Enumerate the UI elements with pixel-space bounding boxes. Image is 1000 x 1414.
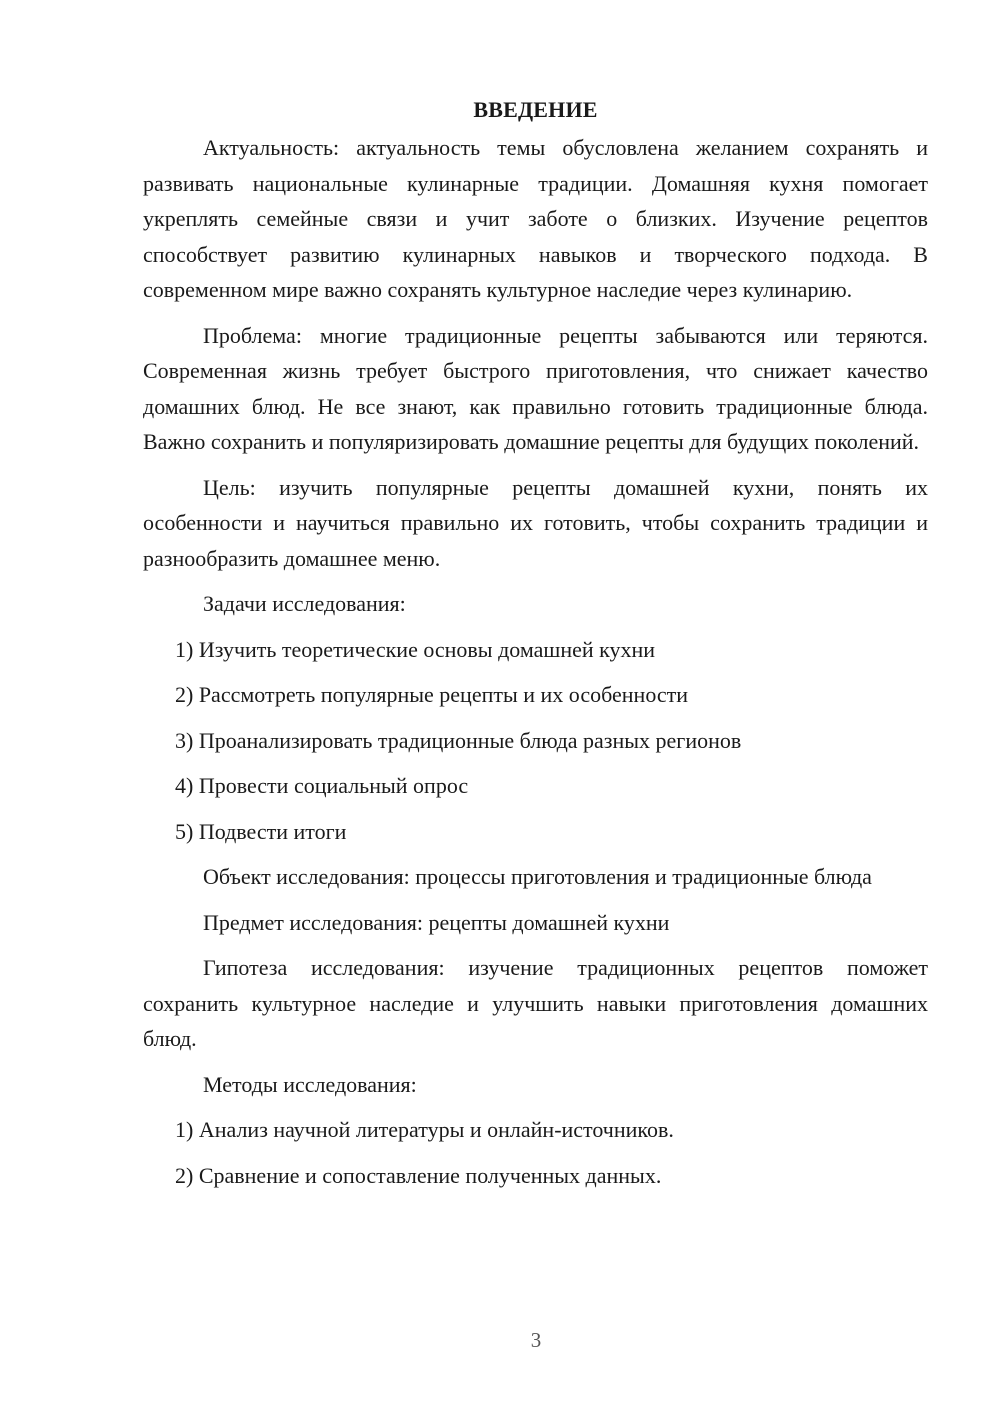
method-item: 2) Сравнение и сопоставление полученных данных.: [175, 1162, 662, 1188]
task-item: 2) Рассмотреть популярные рецепты и их особенности: [175, 682, 689, 707]
object-paragraph: Объект исследования: процессы приготовления и традиционные блюда: [203, 864, 872, 889]
goal-paragraph: Цель: изучить популярные рецепты домашней кухни, понять их особенности и научиться правильно их готовить, чтобы сохранить традиции и разнообразить домашнее меню.: [143, 474, 928, 571]
task-item: 1) Изучить теоретические основы домашней кухни: [175, 636, 656, 662]
methods-heading: Методы исследования:: [203, 1071, 417, 1097]
task-item: 4) Провести социальный опрос: [175, 773, 469, 798]
method-item: 1) Анализ научной литературы и онлайн-источников.: [175, 1117, 674, 1142]
hypothesis-paragraph: Гипотеза исследования: изучение традиционных рецептов поможет сохранить культурное наследие и улучшить навыки приготовления домашних блюд.: [143, 955, 928, 1051]
task-item: 5) Подвести итоги: [175, 818, 347, 844]
subject-paragraph: Предмет исследования: рецепты домашней кухни: [203, 909, 670, 935]
task-item: 3) Проанализировать традиционные блюда разных регионов: [175, 727, 742, 753]
tasks-heading: Задачи исследования:: [203, 591, 406, 616]
section-title: ВВЕДЕНИЕ: [473, 97, 598, 122]
problem-paragraph: Проблема: многие традиционные рецепты забываются или теряются. Современная жизнь требует быстрого приготовления, что снижает качество домашних блюд. Не все знают, как правильно готовить традиционные блюда. Важно сохранить и популяризировать домашние рецепты для будущих поколений.: [143, 322, 928, 454]
document-page: [143, 92, 928, 1203]
tasks-list: [143, 632, 928, 850]
methods-list: [143, 1112, 928, 1193]
relevance-paragraph: Актуальность: актуальность темы обусловлена желанием сохранять и развивать национальные кулинарные традиции. Домашняя кухня помогает укреплять семейные связи и учит заботе о близких. Изучение рецептов способствует развитию кулинарных навыков и творческого подхода. В современном мире важно сохранять культурное наследие через кулинарию.: [143, 135, 928, 302]
page-number: 3: [530, 1328, 542, 1352]
